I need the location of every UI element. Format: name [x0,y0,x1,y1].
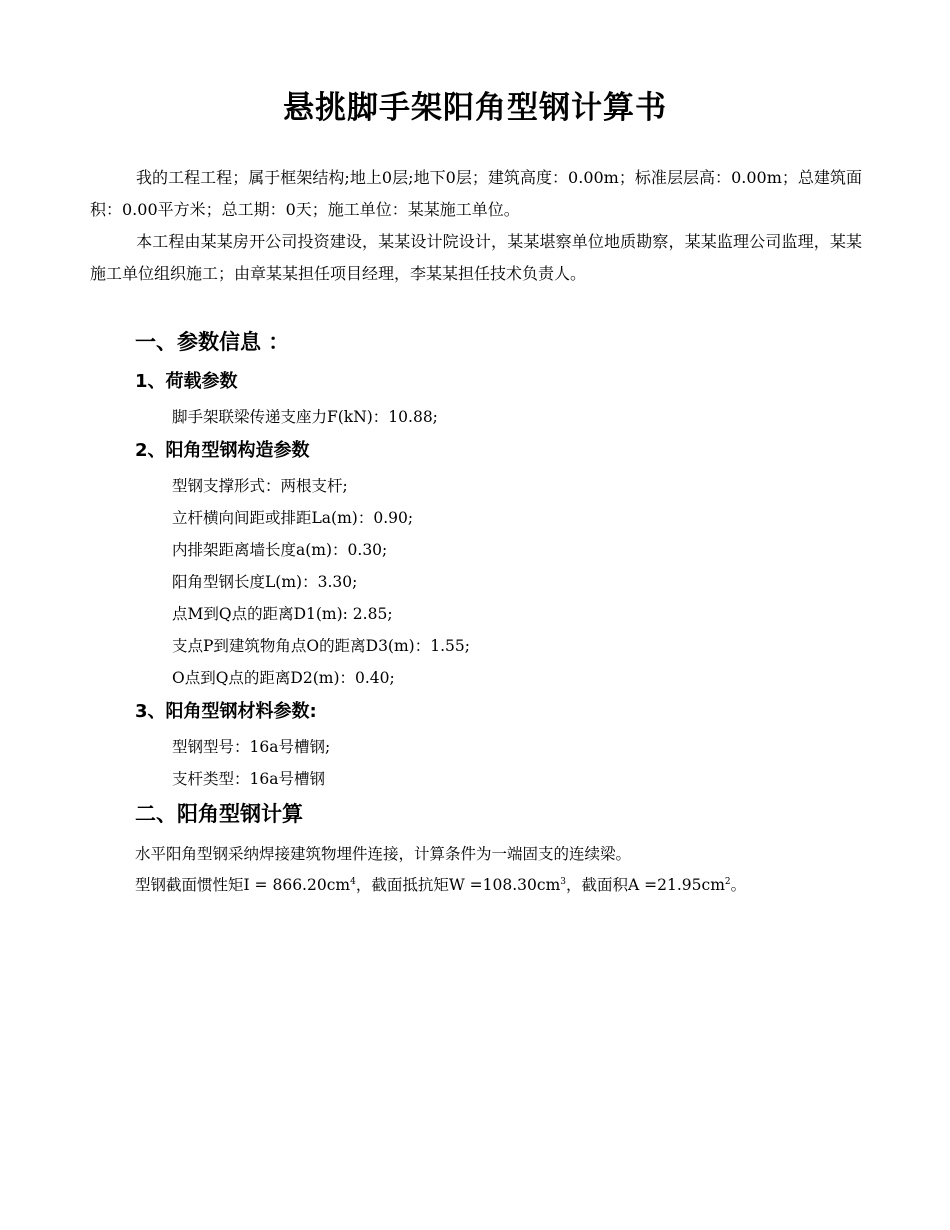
intro-text-parties: 本工程由某某房开公司投资建设，某某设计院设计，某某堪察单位地质勘察，某某监理公司监理，某某施工单位组织施工；由章某某担任项目经理，李某某担任技术负责人。 [90,232,862,283]
construct-param-item: 支点P到建筑物角点O的距离D3(m)：1.55; [172,637,470,655]
inertia-text: 型钢截面惯性矩I = 866.20cm [135,876,351,894]
load-param-item: 脚手架联梁传递支座力F(kN)：10.88; [172,408,438,426]
modulus-text: ，截面抵抗矩W =108.30cm [355,876,561,894]
area-exponent: 2 [724,876,731,887]
construct-param-item: 阳角型钢长度L(m)：3.30; [172,573,358,591]
modulus-exponent: 3 [560,876,567,887]
intro-text-project: 我的工程工程；属于框架结构;地上0层;地下0层；建筑高度：0.00m；标准层层高：0.00m；总建筑面积：0.00平方米；总工期：0天；施工单位：某某施工单位。 [90,168,862,219]
sentence-end: 。 [730,876,747,894]
construct-params-heading: 2、阳角型钢构造参数 [135,440,310,461]
construct-param-item: 内排架距离墙长度a(m)：0.30; [172,541,388,559]
area-text: ，截面积A =21.95cm [566,876,725,894]
calc-condition-text: 水平阳角型钢采纳焊接建筑物埋件连接，计算条件为一端固支的连续梁。 [135,845,632,863]
intro-paragraph-parties [90,226,862,290]
construct-param-item: O点到Q点的距离D2(m)：0.40; [172,669,395,687]
construct-param-item: 型钢支撑形式：两根支杆; [172,477,348,495]
section2-heading: 二、阳角型钢计算 [135,802,303,826]
construct-param-item: 点M到Q点的距离D1(m): 2.85; [172,605,393,623]
material-param-item: 支杆类型：16a号槽钢 [172,770,325,788]
material-param-item: 型钢型号：16a号槽钢; [172,738,331,756]
section1-heading: 一、参数信息 ： [135,330,290,354]
document-title: 悬挑脚手架阳角型钢计算书 [283,90,667,126]
intro-paragraph-project [90,162,862,226]
material-params-heading: 3、阳角型钢材料参数: [135,701,317,722]
section-properties-text [135,872,746,898]
inertia-exponent: 4 [350,876,356,887]
load-params-heading: 1、荷载参数 [135,371,238,392]
construct-param-item: 立杆横向间距或排距La(m)：0.90; [172,509,414,527]
